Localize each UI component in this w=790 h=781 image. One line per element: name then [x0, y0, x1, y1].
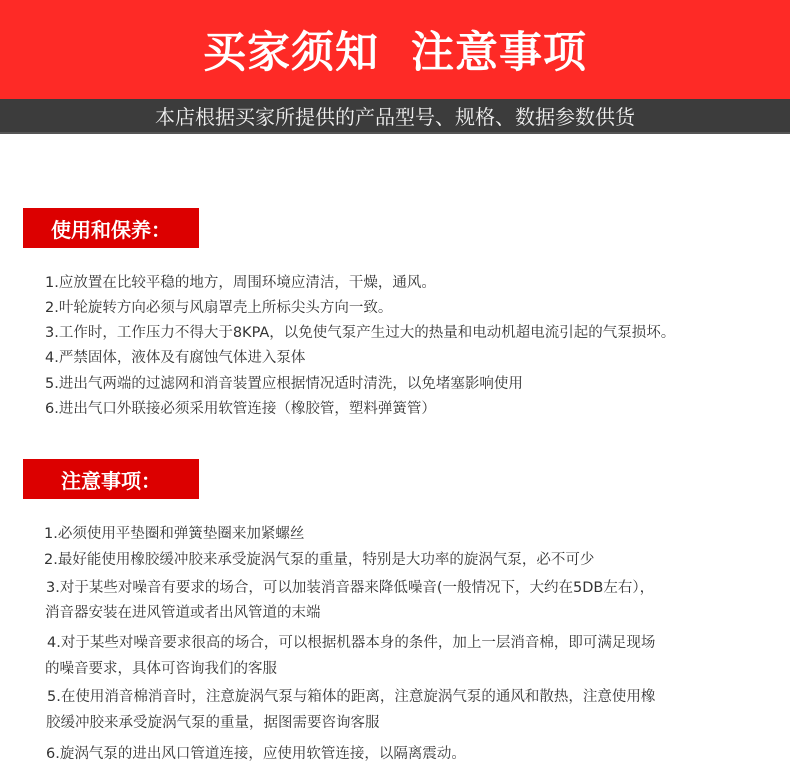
list-item: 6.旋涡气泵的进出风口管道连接，应使用软管连接，以隔离震动。 [46, 746, 466, 762]
list-item: 消音器安装在进风管道或者出风管道的末端 [45, 605, 321, 621]
list-item: 5.进出气两端的过滤网和消音装置应根据情况适时清洗，以免堵塞影响使用 [45, 376, 523, 392]
list-item: 1.必须使用平垫圈和弹簧垫圈来加紧螺丝 [44, 526, 305, 542]
list-item: 胶缓冲胶来承受旋涡气泵的重量，据图需要咨询客服 [46, 715, 380, 731]
list-item: 4.对于某些对噪音要求很高的场合，可以根据机器本身的条件，加上一层消音棉，即可满足现场 [47, 635, 656, 651]
section-badge-precautions: 注意事项： [23, 459, 199, 499]
subtitle-text: 本店根据买家所提供的产品型号、规格、数据参数供货 [155, 105, 635, 129]
list-item: 2.最好能使用橡胶缓冲胶来承受旋涡气泵的重量，特别是大功率的旋涡气泵，必不可少 [44, 552, 595, 568]
list-item: 6.进出气口外联接必须采用软管连接（橡胶管，塑料弹簧管） [45, 401, 436, 417]
section-badge-maintenance: 使用和保养： [23, 208, 199, 248]
list-item: 5.在使用消音棉消音时，注意旋涡气泵与箱体的距离，注意旋涡气泵的通风和散热，注意使用橡 [47, 689, 656, 705]
hero-banner [0, 0, 790, 99]
subtitle-bar [0, 99, 790, 134]
list-item: 的噪音要求，具体可咨询我们的客服 [45, 661, 277, 677]
list-item: 4.严禁固体，液体及有腐蚀气体进入泵体 [45, 350, 306, 366]
list-item: 1.应放置在比较平稳的地方，周围环境应清洁，干燥，通风。 [45, 275, 436, 291]
list-item: 3.对于某些对噪音有要求的场合，可以加装消音器来降低噪音(一般情况下，大约在5DB左右）， [46, 580, 655, 596]
list-item: 3.工作时，工作压力不得大于8KPA，以免使气泵产生过大的热量和电动机超电流引起的气泵损坏。 [45, 325, 676, 341]
page-title: 买家须知 注意事项 [203, 28, 587, 78]
list-item: 2.叶轮旋转方向必须与风扇罩壳上所标尖头方向一致。 [45, 300, 393, 316]
